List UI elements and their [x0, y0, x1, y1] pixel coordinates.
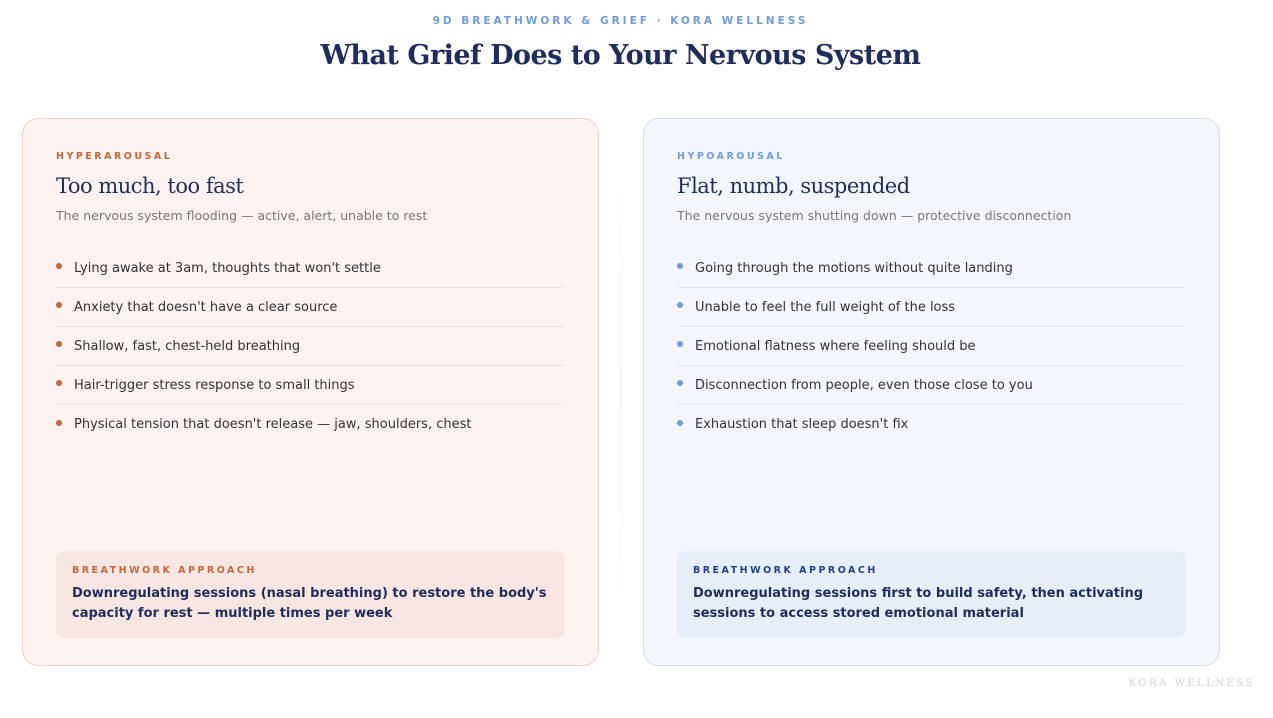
approach-box: [56, 551, 565, 638]
divider: [620, 170, 621, 610]
item-text: Anxiety that doesn't have a clear source: [74, 299, 338, 315]
card-subtitle: The nervous system flooding — active, alert, unable to rest: [56, 208, 428, 223]
list-item: [56, 288, 565, 327]
bullet-icon: [56, 341, 62, 347]
list-item: [677, 366, 1186, 405]
bullet-icon: [677, 263, 683, 269]
symptom-list: [677, 249, 1186, 444]
card-tag: HYPOAROUSAL: [677, 151, 785, 162]
bullet-icon: [677, 341, 683, 347]
list-item: [56, 327, 565, 366]
approach-text: Downregulating sessions (nasal breathing) to restore the body's capacity for rest — multiple times per week: [72, 586, 547, 621]
list-item: [677, 249, 1186, 288]
bullet-icon: [56, 420, 62, 426]
approach-box: [677, 551, 1186, 638]
hyperarousal-card: [22, 118, 599, 666]
list-item: [677, 288, 1186, 327]
list-item: [56, 366, 565, 405]
approach-label: BREATHWORK APPROACH: [72, 565, 257, 576]
item-text: Going through the motions without quite landing: [695, 260, 1013, 276]
list-item: [56, 405, 565, 444]
list-item: [56, 249, 565, 288]
card-tag: HYPERAROUSAL: [56, 151, 173, 162]
page-title: What Grief Does to Your Nervous System: [320, 40, 921, 71]
symptom-list: [56, 249, 565, 444]
list-item: [677, 405, 1186, 444]
item-text: Unable to feel the full weight of the loss: [695, 299, 956, 315]
item-text: Disconnection from people, even those close to you: [695, 377, 1033, 393]
footer-brand: KORA WELLNESS: [1128, 678, 1255, 689]
item-text: Hair-trigger stress response to small things: [74, 377, 355, 393]
bullet-icon: [56, 263, 62, 269]
list-item: [677, 327, 1186, 366]
bullet-icon: [56, 380, 62, 386]
bullet-icon: [677, 420, 683, 426]
eyebrow: 9D BREATHWORK & GRIEF · KORA WELLNESS: [432, 15, 809, 27]
card-title: Flat, numb, suspended: [677, 174, 910, 198]
item-text: Lying awake at 3am, thoughts that won't settle: [74, 260, 381, 276]
bullet-icon: [677, 380, 683, 386]
bullet-icon: [56, 302, 62, 308]
bullet-icon: [677, 302, 683, 308]
card-title: Too much, too fast: [56, 174, 244, 198]
approach-text: Downregulating sessions first to build safety, then activating sessions to access stored emotional material: [693, 586, 1144, 621]
item-text: Physical tension that doesn't release — jaw, shoulders, chest: [74, 417, 472, 432]
item-text: Emotional flatness where feeling should be: [695, 338, 976, 354]
approach-label: BREATHWORK APPROACH: [693, 565, 878, 576]
hypoarousal-card: [643, 118, 1220, 666]
card-subtitle: The nervous system shutting down — protective disconnection: [677, 208, 1072, 223]
item-text: Shallow, fast, chest-held breathing: [74, 338, 301, 354]
item-text: Exhaustion that sleep doesn't fix: [695, 417, 909, 432]
